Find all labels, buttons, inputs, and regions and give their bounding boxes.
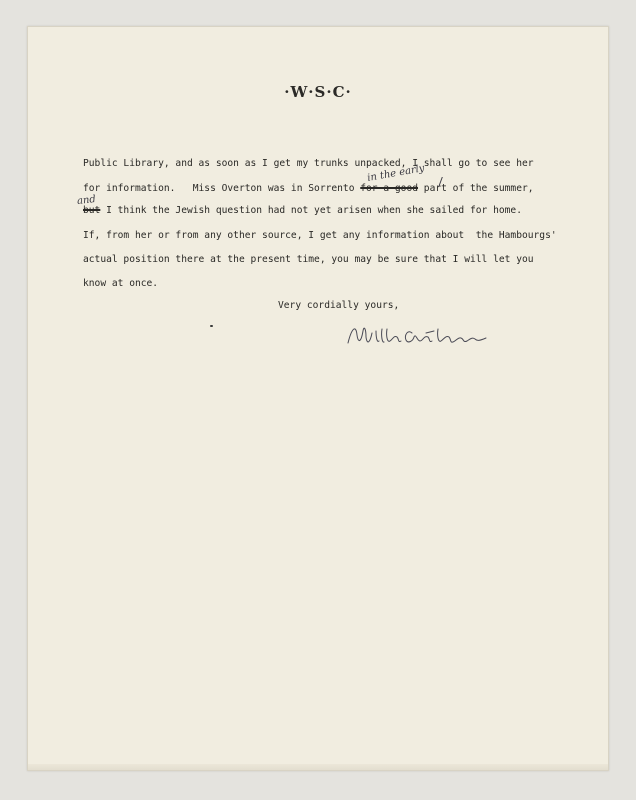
body-line-2 [83,183,534,194]
body-line-5: actual position there at the present time, you may be sure that I will let you [83,254,534,265]
handwritten-insert-and: and [76,194,97,207]
body-line-2-end: part of the summer, [418,183,534,194]
letter-sheet [27,26,609,771]
body-line-3-rest: I think the Jewish question had not yet arisen when she sailed for home. [100,205,522,216]
closing-line: Very cordially yours, [278,300,400,311]
monogram-letterhead: ·W·S·C· [284,83,352,101]
struck-text-but: but [83,205,101,216]
body-line-4: If, from her or from any other source, I get any information about the Hambourgs' [83,230,557,241]
struck-text-for-a-good: for a good [360,183,419,194]
body-line-1: Public Library, and as soon as I get my trunks unpacked, I shall go to see her [83,158,534,169]
handwritten-signature [346,321,496,351]
body-line-6: know at once. [83,278,159,289]
body-line-2-start: for information. Miss Overton was in Sorrento [83,183,361,194]
ink-speck [210,325,213,327]
handwritten-insert-early: in the early [366,163,426,184]
body-line-3 [83,205,522,216]
